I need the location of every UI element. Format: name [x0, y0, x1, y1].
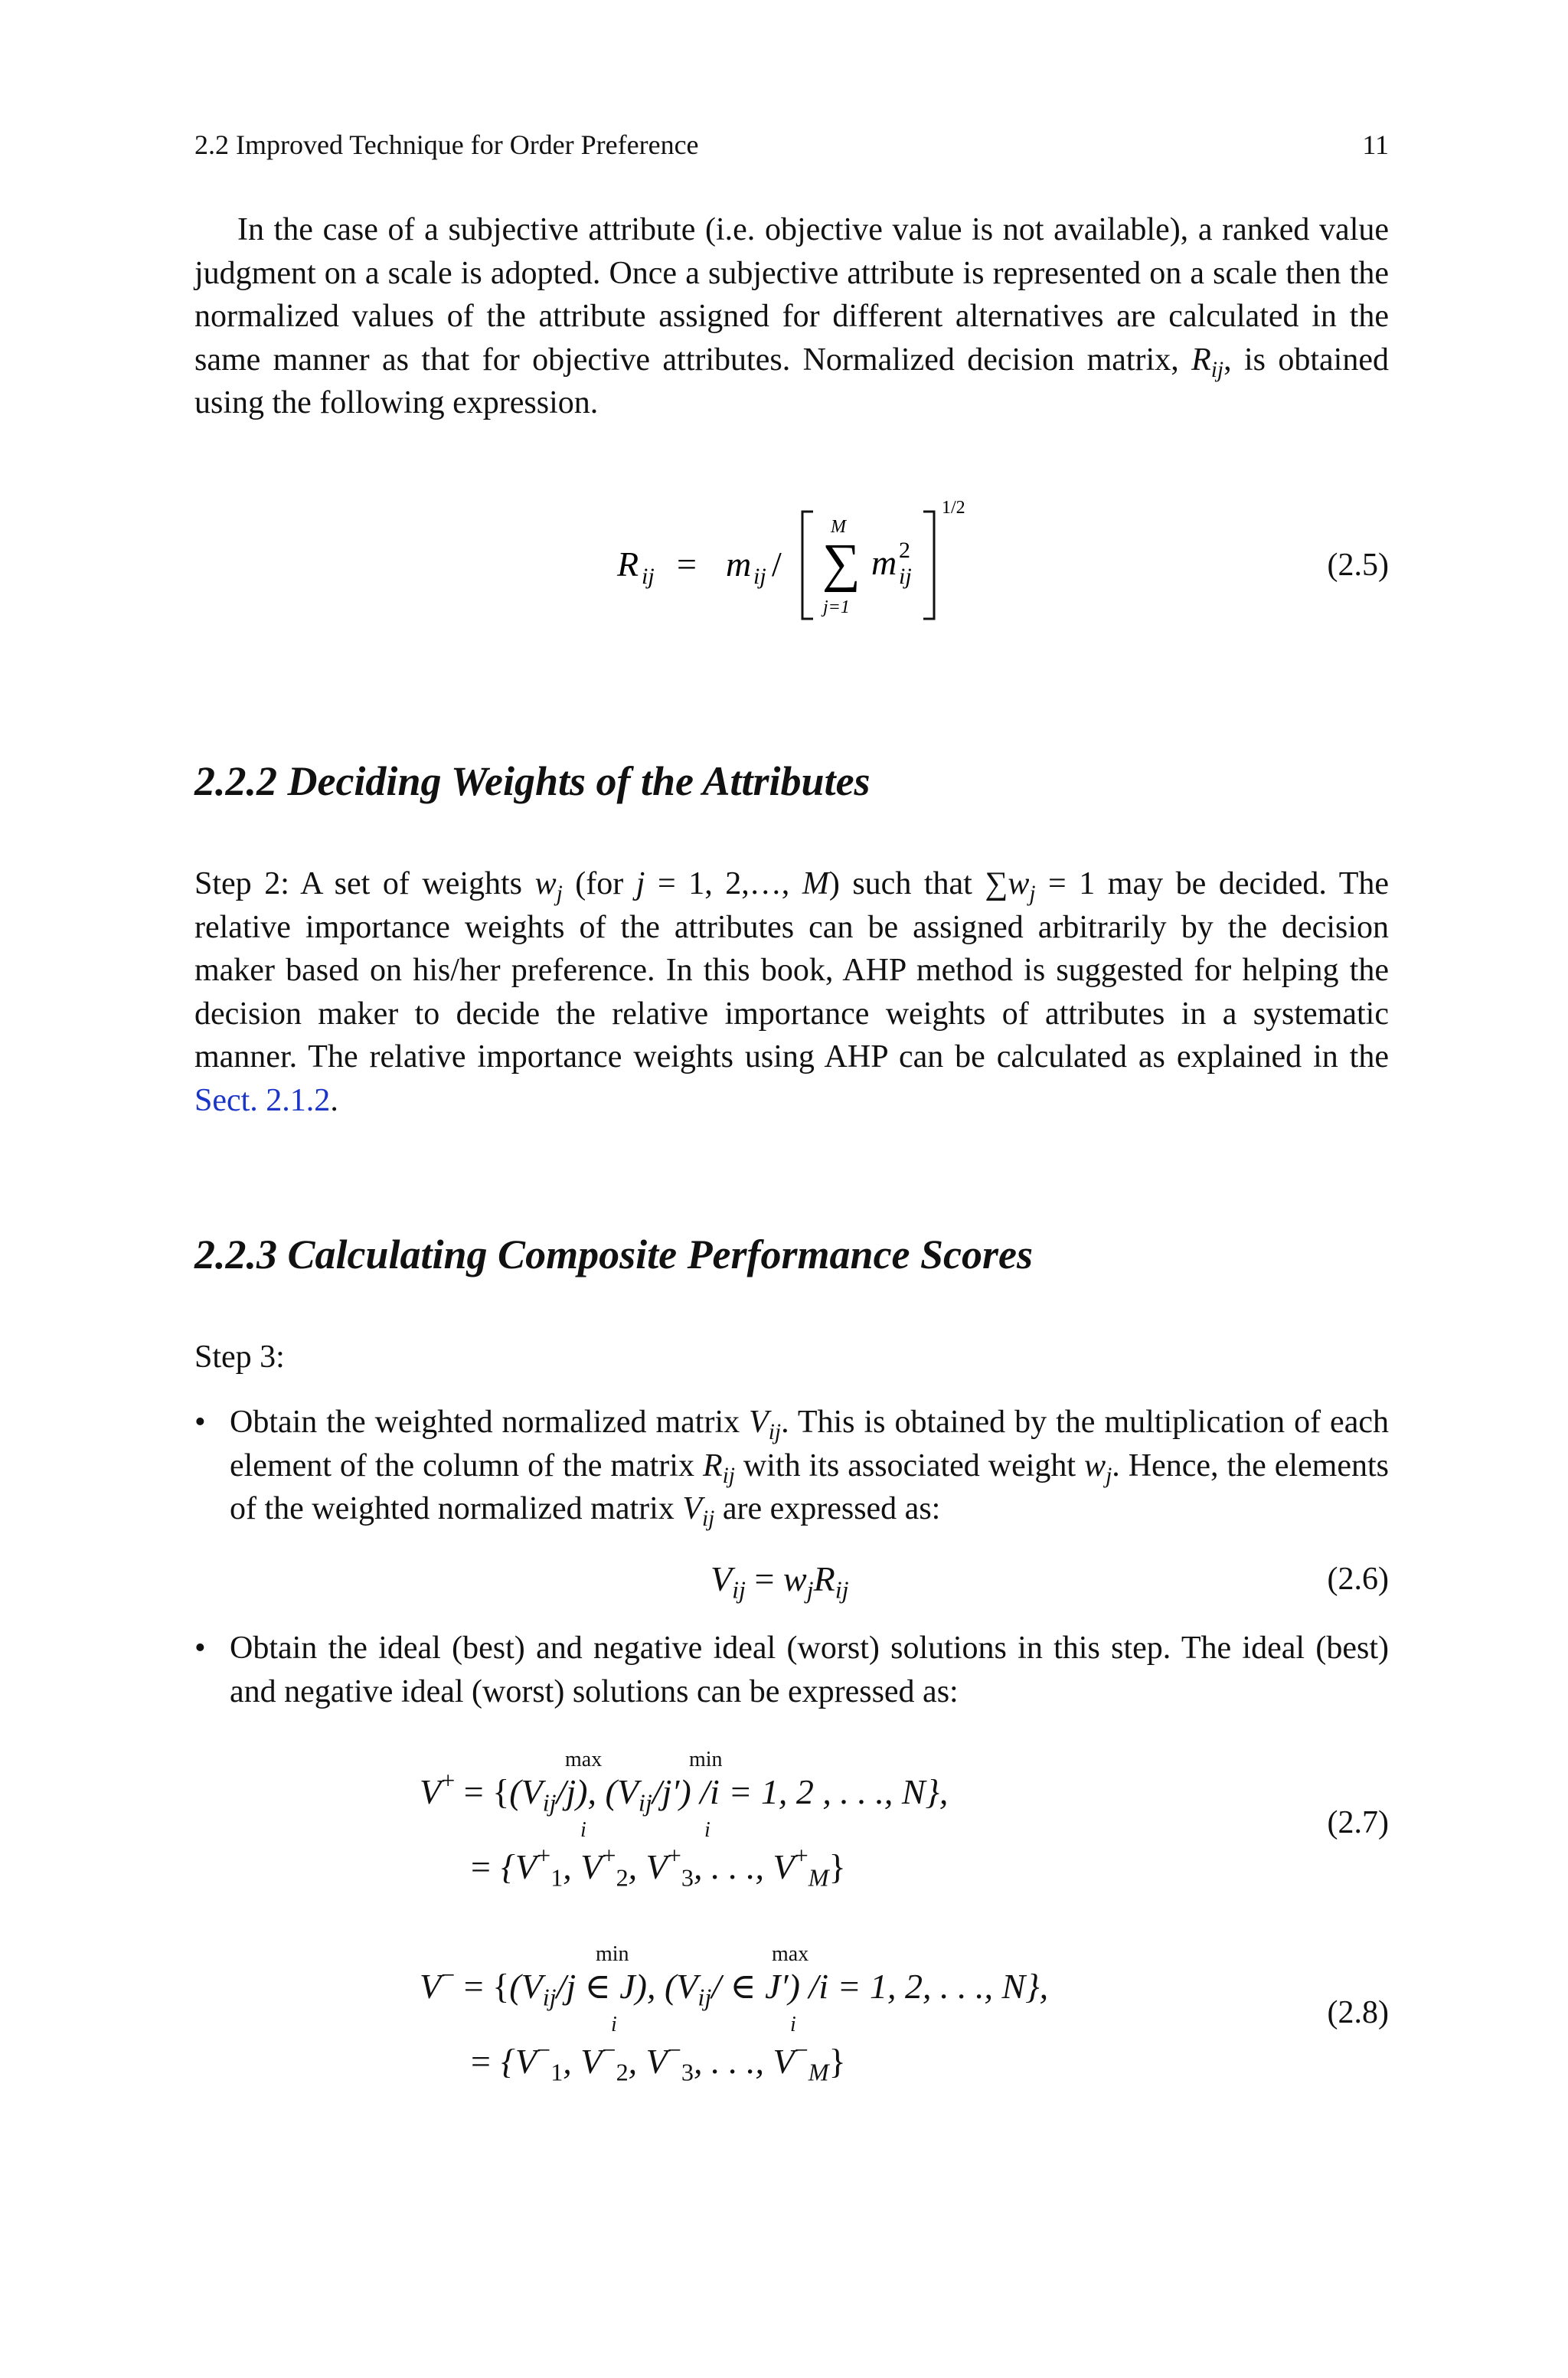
eq27-max-operator: max: [565, 1748, 603, 1771]
equation-2-7-body: [420, 1739, 1109, 1892]
sum-lower-limit: j=1: [823, 597, 850, 617]
bullet-dot-icon: •: [194, 1405, 206, 1440]
bullet-text-weighted-matrix: Obtain the weighted normalized matrix $V_{ij}$. This is obtained by the multiplication of each element of the column of the matrix $R_{ij}$ with its associated weight $w_j$. Hence, the elements of the weighted normalized matrix $V_{ij}$ are expressed as:: [230, 1405, 1390, 1531]
eq25-equals: =: [677, 545, 697, 584]
math-var: R: [1191, 342, 1211, 378]
equation-number-2-5: (2.5): [1327, 548, 1389, 583]
eq25-slash: /: [772, 545, 782, 584]
sigma-symbol: ∑: [822, 534, 861, 593]
step-3-label: Step 3:: [194, 1339, 285, 1375]
eq25-m: m: [726, 545, 752, 584]
sum-term-sup: 2: [899, 538, 910, 563]
bullet-dot-icon: •: [194, 1631, 206, 1666]
sum-term-sub: ij: [899, 564, 912, 589]
paragraph-step-2: Step 2: A set of weights $w_j$ (for j = 1, 2,…, M) such that $\sum w_j = 1$ may be decided. The relative importance weights of the attributes can be assigned arbitrarily by the decision maker based on his/her preference. In this book, AHP method is suggested for helping the decision maker to decide the relative importance weights of attributes in a systematic manner. The relative importance weights using AHP can be calculated as explained in the Sect. 2.1.2.: [194, 866, 1390, 1118]
equation-number-2-6: (2.6): [1327, 1562, 1389, 1597]
running-title: 2.2 Improved Technique for Order Preference: [194, 129, 699, 160]
section-heading-2-2-2: 2.2.2 Deciding Weights of the Attributes: [194, 758, 871, 804]
eq27-min-operator: min: [689, 1748, 723, 1771]
eq28-max-index: i: [790, 2013, 796, 2036]
equation-2-5-graphic: [597, 490, 995, 628]
eq25-m-sub: ij: [753, 564, 766, 589]
page-number: 11: [1362, 129, 1389, 160]
equation-number-2-7: (2.7): [1327, 1805, 1389, 1840]
right-bracket: [923, 512, 934, 619]
paragraph-subjective-attribute: In the case of a subjective attribute (i.e. objective value is not available), a ranked value judgment on a scale is adopted. Once a subjective attribute is represented on a scale then the normalized values of the attribute assigned for different alternatives are calculated in the same manner as that for objective attributes. Normalized decision matrix, $R_{ij}$, is obtained using the following expression.: [194, 212, 1389, 420]
eq27-min-index: i: [704, 1818, 710, 1842]
eq27-line-1: $V^+ = \{(V_{ij}/j)$, $(V_{ij}/j') /i = 1$, 2 , . . ., N},: [420, 1766, 949, 1817]
eq25-lhs-sub: ij: [642, 564, 655, 589]
eq27-max-index: i: [580, 1818, 586, 1842]
eq28-max-operator: max: [772, 1942, 809, 1966]
bullet-text-ideal-solutions: Obtain the ideal (best) and negative ideal (worst) solutions in this step. The ideal (best) and negative ideal (worst) solutions can be expressed as:: [230, 1631, 1389, 1709]
page-header: [194, 126, 1389, 164]
equation-2-6-body: $V_{ij} = w_jR_{ij}$: [710, 1559, 849, 1604]
eq25-lhs: R: [617, 545, 639, 584]
sum-term: m: [871, 543, 897, 582]
equation-number-2-8: (2.8): [1327, 1995, 1389, 2030]
eq28-line-1: $V^- = \{(V_{ij}/j$ ∈ J), ($V_{ij}/$ ∈ J′) /i = 1, 2, . . ., N},: [420, 1961, 1049, 2011]
section-link-2-1-2[interactable]: Sect. 2.1.2: [194, 1082, 331, 1118]
equation-2-8-body: [420, 1933, 1185, 2086]
eq28-line-2: = {$V^-_1$, $V^-_2$, $V^-_3$, . . ., $V^-_M$}: [469, 2036, 846, 2086]
bracket-power: 1/2: [942, 498, 965, 518]
sum-upper-limit: M: [831, 517, 846, 537]
left-bracket: [802, 512, 813, 619]
eq28-min-index: i: [611, 2013, 617, 2036]
eq28-min-operator: min: [596, 1942, 629, 1966]
section-heading-2-2-3: 2.2.3 Calculating Composite Performance Scores: [194, 1232, 1034, 1277]
eq27-line-2: = {$V^+_1$, $V^+_2$, $V^+_3$, . . ., $V^+_M$}: [469, 1841, 846, 1892]
